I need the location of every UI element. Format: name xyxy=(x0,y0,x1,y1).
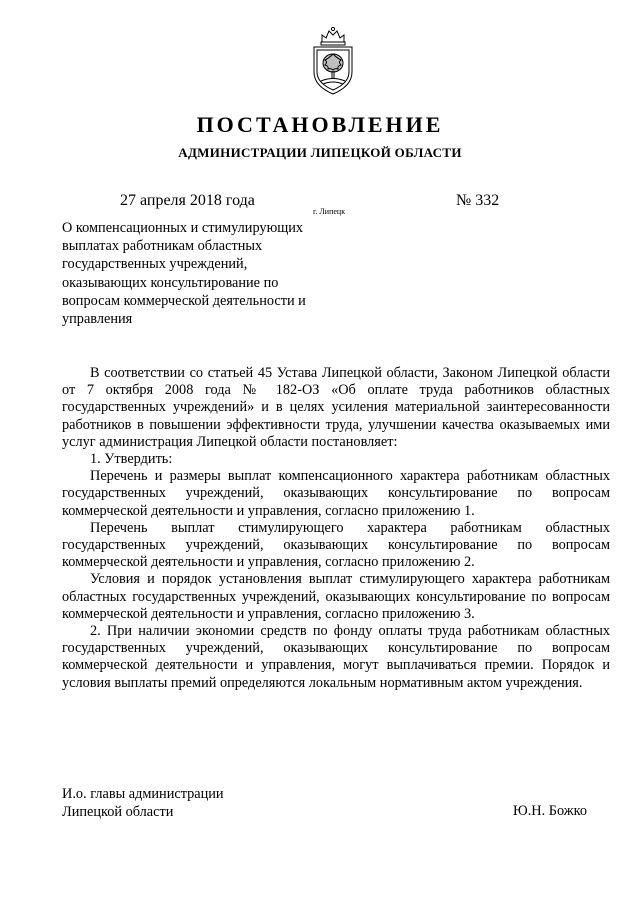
document-subject: О компенсационных и стимулирующих выплатах работникам областных государственных учреждений, оказывающих консультирование по вопросам коммерческой деятельности и управления xyxy=(62,220,306,328)
signatory-position-line: Липецкой области xyxy=(62,804,174,820)
body-paragraph: 1. Утвердить: xyxy=(90,451,173,468)
signatory-position-line: И.о. главы администрации xyxy=(62,786,224,802)
body-paragraph: Перечень выплат стимулирующего характера работникам областных государственных учреждений, оказывающих консультирование по вопросам коммерческой деятельности и управления, согласно приложению 2. xyxy=(62,519,610,571)
document-date: 27 апреля 2018 года xyxy=(120,192,255,209)
lipetsk-coat-of-arms-icon xyxy=(308,26,358,98)
document-number: № 332 xyxy=(456,192,500,209)
body-paragraph: Перечень и размеры выплат компенсационного характера работникам областных государственных учреждений, оказывающих консультирование по вопросам коммерческой деятельности и управления, согласно приложению 1. xyxy=(62,468,610,519)
document-title: ПОСТАНОВЛЕНИЕ xyxy=(196,112,444,137)
body-paragraph: Условия и порядок установления выплат стимулирующего характера работникам областных государственных учреждений, оказывающих консультирование по вопросам коммерческой деятельности и управления, согласно приложению 3. xyxy=(62,571,610,622)
document-subtitle: АДМИНИСТРАЦИИ ЛИПЕЦКОЙ ОБЛАСТИ xyxy=(178,145,462,160)
document-body xyxy=(62,365,610,692)
signatory-position xyxy=(62,785,224,821)
body-paragraph: 2. При наличии экономии средств по фонду оплаты труда работникам областных государственных учреждений, оказывающих консультирование по вопросам коммерческой деятельности и управления, могут выплачиваться премии. Порядок и условия выплаты премий определяются локальным нормативным актом учреждения. xyxy=(62,623,610,691)
signatory-name: Ю.Н. Божко xyxy=(513,803,587,819)
body-paragraph: В соответствии со статьей 45 Устава Липецкой области, Законом Липецкой области от 7 октября 2008 года № 182-ОЗ «Об оплате труда работников областных государственных учреждений» и в целях усиления материальной заинтересованности работников в повышении эффективности труда, улучшении качества оказываемых ими услуг администрация Липецкой области постановляет: xyxy=(62,365,610,450)
document-city: г. Липецк xyxy=(313,207,346,216)
